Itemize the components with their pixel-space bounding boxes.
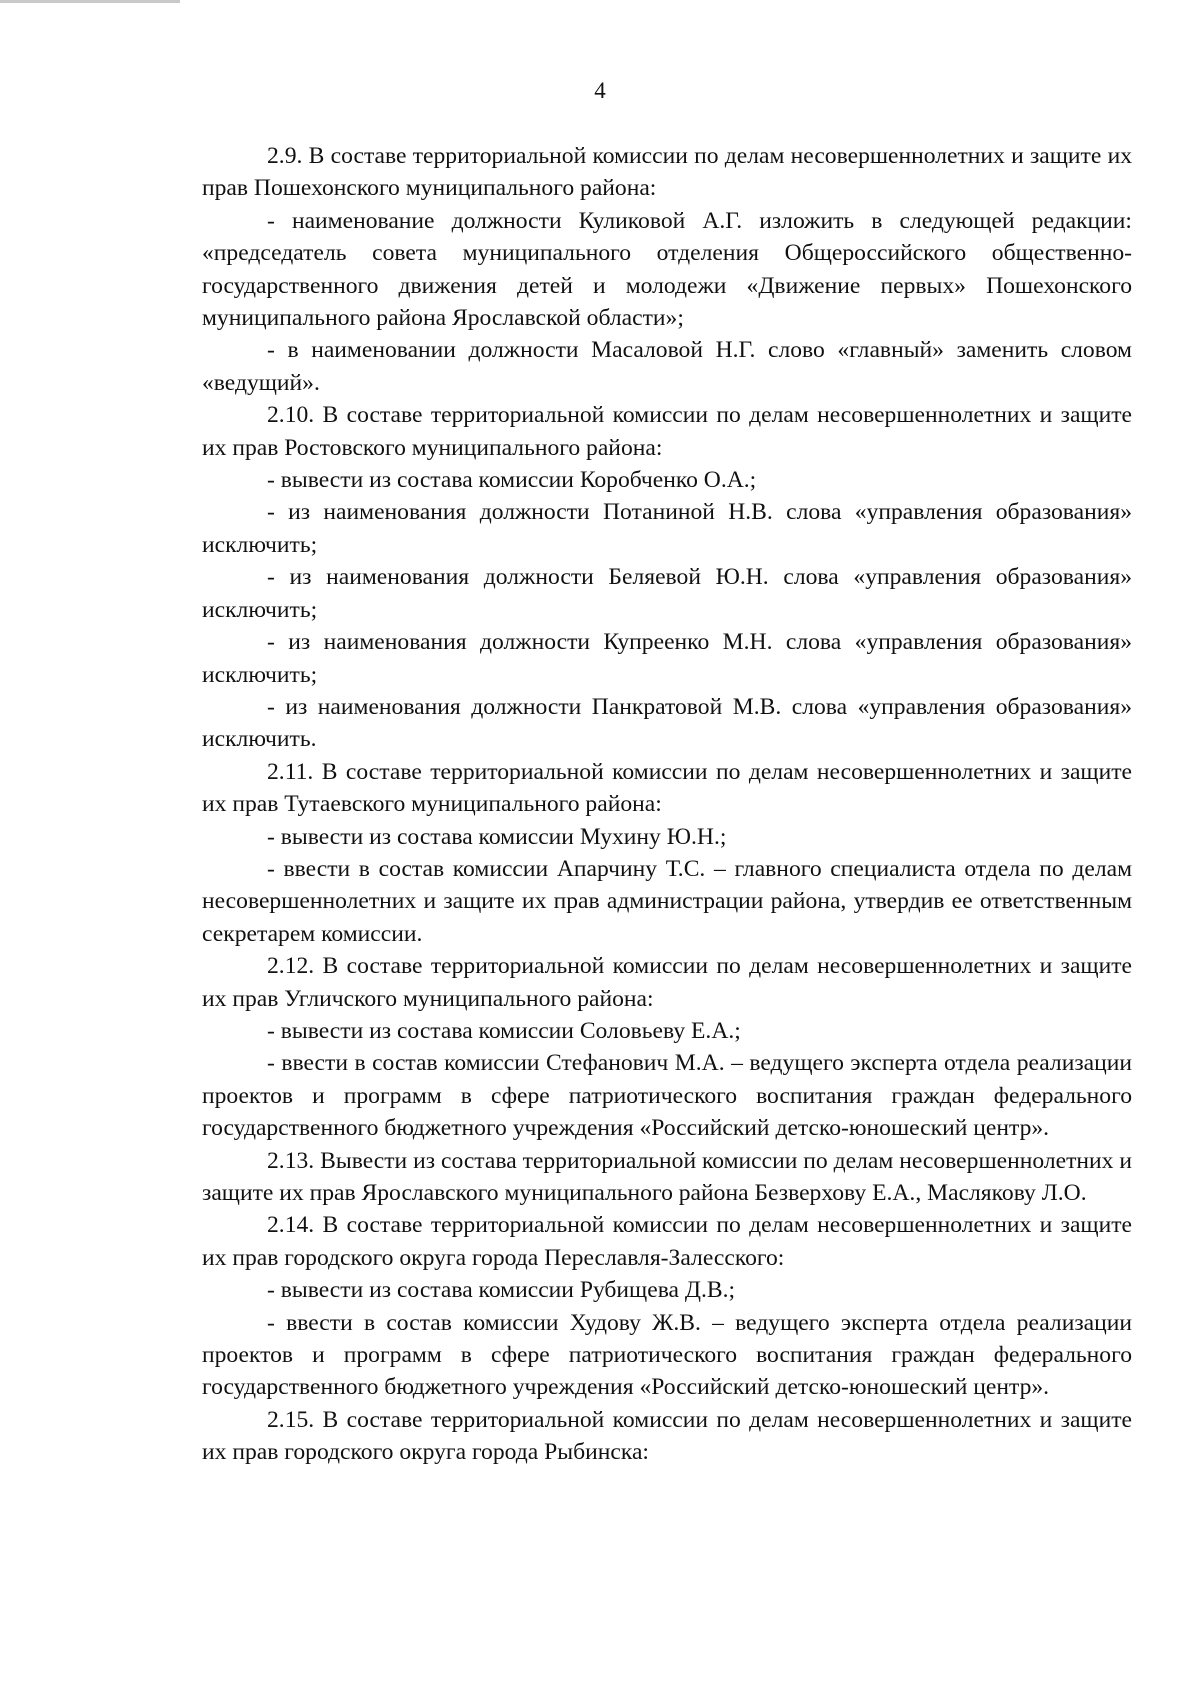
paragraph-2-14: 2.14. В составе территориальной комиссии по делам несовершеннолетних и защите их прав городского округа города Переславля-Залесского: bbox=[202, 1212, 1132, 1271]
paragraph-2-11-item-1: - вывести из состава комиссии Мухину Ю.Н.; bbox=[267, 823, 727, 850]
paragraph-2-15: 2.15. В составе территориальной комиссии по делам несовершеннолетних и защите их прав городского округа города Рыбинска: bbox=[202, 1406, 1132, 1466]
document-body bbox=[202, 140, 1132, 1469]
scan-edge-line bbox=[0, 0, 180, 3]
paragraph-2-10-item-3: - из наименования должности Беляевой Ю.Н. слова «управления образования» исключить; bbox=[202, 564, 1132, 623]
paragraph-2-14-item-2: - ввести в состав комиссии Худову Ж.В. – ведущего эксперта отдела реализации проектов и программ в сфере патриотического воспитания граждан федерального государственного бюджетного учреждения «Российский детско-юношеский центр». bbox=[202, 1309, 1132, 1401]
paragraph-2-9: 2.9. В составе территориальной комиссии по делам несовершеннолетних и защите их прав Пошехонского муниципального района: bbox=[202, 143, 1132, 202]
paragraph-2-10-item-2: - из наименования должности Потаниной Н.В. слова «управления образования» исключить; bbox=[202, 499, 1132, 558]
paragraph-2-10-item-1: - вывести из состава комиссии Коробченко О.А.; bbox=[267, 467, 757, 494]
paragraph-2-10-item-5: - из наименования должности Панкратовой М.В. слова «управления образования» исключить. bbox=[202, 693, 1132, 753]
paragraph-2-9-item-2: - в наименовании должности Масаловой Н.Г. слово «главный» заменить словом «ведущий». bbox=[202, 337, 1132, 396]
paragraph-2-11-item-2: - ввести в состав комиссии Апарчину Т.С. – главного специалиста отдела по делам несовершеннолетних и защите их прав администрации района, утвердив ее ответственным секретарем комиссии. bbox=[202, 855, 1132, 947]
paragraph-2-12-item-1: - вывести из состава комиссии Соловьеву Е.А.; bbox=[267, 1017, 741, 1044]
paragraph-2-14-item-1: - вывести из состава комиссии Рубищева Д.В.; bbox=[267, 1277, 736, 1304]
paragraph-2-10: 2.10. В составе территориальной комиссии по делам несовершеннолетних и защите их прав Ростовского муниципального района: bbox=[202, 402, 1132, 461]
paragraph-2-12: 2.12. В составе территориальной комиссии по делам несовершеннолетних и защите их прав Угличского муниципального района: bbox=[202, 953, 1132, 1012]
paragraph-2-13: 2.13. Вывести из состава территориальной комиссии по делам несовершеннолетних и защите их прав Ярославского муниципального района Безверхову Е.А., Маслякову Л.О. bbox=[202, 1147, 1132, 1206]
page-number: 4 bbox=[594, 78, 606, 103]
paragraph-2-9-item-1: - наименование должности Куликовой А.Г. изложить в следующей редакции: «председатель совета муниципального отделения Общероссийского общественно-государственного движения детей и молодежи «Движение первых» Пошехонского муниципального района Ярославской области»; bbox=[202, 207, 1132, 332]
paragraph-2-11: 2.11. В составе территориальной комиссии по делам несовершеннолетних и защите их прав Тутаевского муниципального района: bbox=[202, 758, 1132, 818]
paragraph-2-10-item-4: - из наименования должности Купреенко М.Н. слова «управления образования» исключить; bbox=[202, 629, 1132, 688]
paragraph-2-12-item-2: - ввести в состав комиссии Стефанович М.А. – ведущего эксперта отдела реализации проектов и программ в сфере патриотического воспитания граждан федерального государственного бюджетного учреждения «Российский детско-юношеский центр». bbox=[202, 1050, 1132, 1142]
